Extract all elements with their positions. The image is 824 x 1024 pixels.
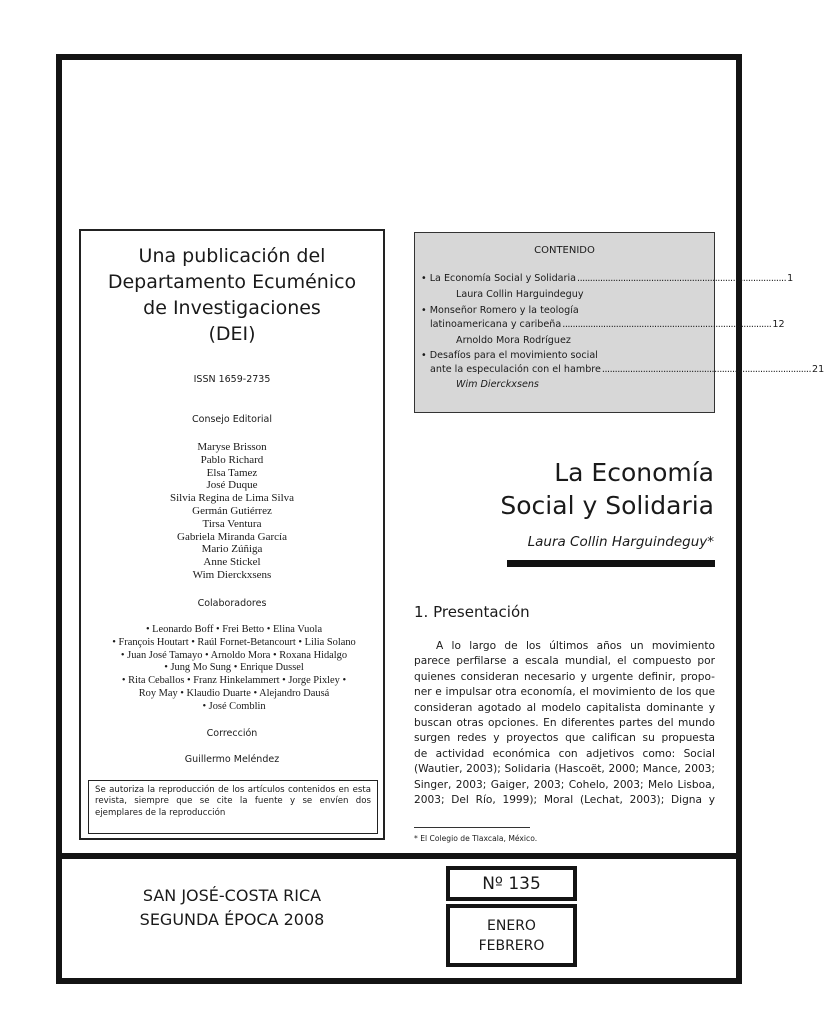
editorial-board-list [81,441,383,582]
board-member: Anne Stickel [203,556,261,569]
author-rule [507,560,715,567]
place-line: SAN JOSÉ-COSTA RICA [142,886,322,905]
board-member: Elsa Tamez [206,466,258,479]
collaborators-line: Roy May • Klaudio Duarte • Alejandro Dausá [138,687,330,699]
board-member: Maryse Brisson [197,441,267,453]
footnote: * El Colegio de Tlaxcala, México. [414,834,538,843]
board-member: Wim Dierckxsens [192,568,272,581]
reproduction-notice: Se autoriza la reproducción de los artículos contenidos en esta revista, siempre que se cite la fuente y se envíen dos ejemplares de la reproducción [88,780,378,834]
footer-divider [56,853,742,859]
article-title-line: Social y Solidaria [500,491,714,520]
collaborators-line: • José Comblin [202,700,266,712]
board-member: Tirsa Ventura [202,517,262,530]
toc-entry-title: ante la especulación con el hambre [430,364,601,375]
editorial-board-label: Consejo Editorial [192,414,272,425]
toc-page-number: 21 [812,364,824,375]
toc-page-number: 12 [772,319,785,330]
toc-leader-dots: .................................................................................. [601,364,811,375]
place-and-edition [82,884,382,932]
body-line: parece perfilarse a escala mundial, el compuesto por [414,655,715,668]
toc-leader-dots: .................................................................................. [562,319,772,330]
article-title [440,456,714,522]
publisher-title-line: Una publicación del [138,245,326,267]
article-body [414,639,715,808]
body-line: consideran agotado al modelo capitalista dominante y [414,701,715,714]
toc-entry-title: latinoamericana y caribeña [430,319,562,330]
toc-entry-title: • Desafíos para el movimiento social [421,350,598,361]
board-member: José Duque [206,479,258,492]
body-line: ner e impulsar otra economía, el movimiento de los que [414,686,715,699]
body-line: A lo largo de los últimos años un movimiento [436,640,715,652]
board-member: Mario Zúñiga [201,543,263,556]
article-title-line: La Economía [554,458,714,487]
publisher-title-line: de Investigaciones [143,297,321,319]
body-line: 2003; Del Río, 1999); Moral (Lechat, 2003); Digna y [414,793,715,806]
edition-line: SEGUNDA ÉPOCA 2008 [139,910,325,929]
toc-entry-3[interactable] [430,364,824,378]
toc-entry-author: Laura Collin Harguindeguy [456,289,584,300]
toc-entry-title: • La Economía Social y Solidaria [421,273,577,284]
collaborators-list [85,624,383,714]
section-heading: 1. Presentación [414,603,530,621]
toc-entry-2[interactable] [430,319,785,333]
collaborators-line: • Leonardo Boff • Frei Betto • Elina Vuola [145,624,323,635]
contents-title: CONTENIDO [534,245,595,256]
body-line: (Wautier, 2003); Solidaria (Hascoët, 2000; Mance, 2003; [414,763,715,776]
issue-months-box [446,904,577,967]
body-line: surgen redes y proyectos que califican su propuesta [414,732,715,745]
toc-leader-dots: .................................................................................. [577,273,787,284]
issue-number-box: Nº 135 [446,866,577,901]
article-author: Laura Collin Harguindeguy* [527,534,714,550]
toc-entry-author: Wim Dierckxsens [456,379,539,390]
contents-box [414,232,824,413]
board-member: Silvia Regina de Lima Silva [169,492,295,505]
body-line: de actividad económica con adjetivos como: Social [414,747,715,760]
publisher-title-line: Departamento Ecuménico [107,271,357,293]
toc-entry-1[interactable] [421,273,794,287]
body-line: buscan otras opciones. En diferentes partes del mundo [414,716,715,729]
correction-label: Corrección [206,728,258,739]
collaborators-line: • Jung Mo Sung • Enrique Dussel [164,662,304,674]
publisher-title [81,243,383,347]
board-member: Pablo Richard [200,453,264,466]
footnote-rule [414,827,530,828]
toc-entry-author: Arnoldo Mora Rodríguez [456,335,571,346]
board-member: Germán Gutiérrez [192,504,272,517]
publisher-title-line: (DEI) [208,323,256,345]
toc-page-number: 1 [787,273,794,284]
collaborators-label: Colaboradores [197,598,267,609]
month-line: FEBRERO [478,938,545,954]
month-line: ENERO [487,918,536,934]
corrector-name: Guillermo Meléndez [184,754,280,765]
issn: ISSN 1659-2735 [193,374,271,385]
toc-entry-title: • Monseñor Romero y la teología [421,305,579,316]
collaborators-line: • François Houtart • Raúl Fornet-Betancourt • Lilia Solano [112,636,356,648]
publication-info-box [79,229,385,840]
collaborators-line: • Rita Ceballos • Franz Hinkelammert • Jorge Pixley • [121,675,347,687]
board-member: Gabriela Miranda García [177,530,287,543]
body-line: Singer, 2003; Gaiger, 2003; Cohelo, 2003; Melo Lisboa, [414,778,715,791]
body-line: quienes consideran necesario y urgente definir, propo- [414,670,715,683]
collaborators-line: • Juan José Tamayo • Arnoldo Mora • Roxana Hidalgo [120,649,348,661]
